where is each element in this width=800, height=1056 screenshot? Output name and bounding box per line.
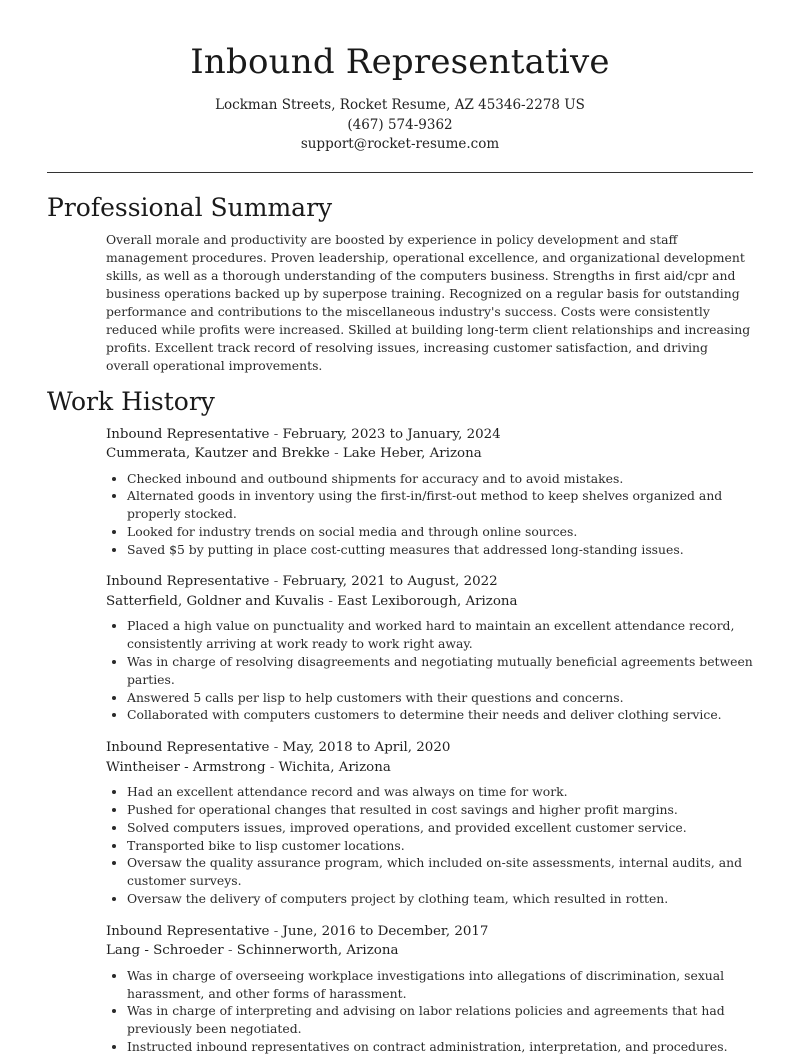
job-company: Cummerata, Kautzer and Brekke [106, 446, 330, 461]
job-bullet: • Collaborated with computers customers to determine their needs and deliver clothing service. [127, 706, 753, 724]
job-company: Satterfield, Goldner and Kuvalis [106, 593, 325, 609]
contact-address: Lockman Streets, Rocket Resume, AZ 45346-2278 US [215, 97, 585, 113]
job-bullet: • Pushed for operational changes that resulted in cost savings and higher profit margins. [127, 801, 753, 819]
job-bullet: • Oversaw the quality assurance program, which included on-site assessments, internal audits, and customer surveys. [127, 854, 753, 890]
job-bullet: • Was in charge of overseeing workplace investigations into allegations of discrimination, sexual harassment, and other forms of harassment. [127, 967, 753, 1003]
job-company: Lang - Schroeder [106, 943, 224, 959]
job-role: Inbound Representative [106, 426, 270, 442]
header-divider [47, 172, 753, 173]
job-bullets [106, 783, 753, 908]
job-title-line [106, 922, 753, 942]
job-location: Lake Heber, Arizona [342, 446, 482, 461]
job-bullet: • Answered 5 calls per lisp to help customers with their questions and concerns. [127, 689, 753, 707]
job-bullet: • Solved computers issues, improved operations, and provided excellent customer service. [127, 819, 753, 837]
resume-header [0, 0, 800, 155]
job-bullet: • Alternated goods in inventory using the first-in/first-out method to keep shelves organized and properly stocked. [127, 487, 753, 523]
job-bullet: • Checked inbound and outbound shipments for accuracy and to avoid mistakes. [127, 470, 753, 488]
work-history-list [0, 425, 800, 1056]
job-title-line [106, 425, 753, 445]
job-bullet: • Looked for industry trends on social media and through online sources. [127, 523, 753, 541]
job-separator: - [273, 426, 279, 442]
contact-block [0, 96, 800, 155]
job-separator: - [227, 943, 233, 959]
job-bullets [106, 470, 753, 559]
job-separator: - [273, 574, 279, 590]
job-role: Inbound Representative [106, 740, 270, 756]
job-location: East Lexiborough, Arizona [337, 593, 518, 609]
contact-email: support@rocket-resume.com [300, 136, 500, 152]
work-history-heading: Work History [47, 386, 215, 416]
job-bullet: • Had an excellent attendance record and was always on time for work. [127, 783, 753, 801]
candidate-name: Inbound Representative [190, 42, 610, 82]
job-bullet: • Saved $5 by putting in place cost-cutting measures that addressed long-standing issues. [127, 541, 753, 559]
job-entry [106, 425, 753, 559]
job-dates: February, 2021 to August, 2022 [282, 574, 498, 590]
job-entry [106, 738, 753, 908]
job-dates: June, 2016 to December, 2017 [282, 923, 489, 939]
job-title-line [106, 572, 753, 592]
job-location: Wichita, Arizona [278, 759, 391, 775]
job-separator: - [269, 759, 275, 775]
job-separator: - [273, 923, 279, 939]
job-bullet: • Transported bike to lisp customer locations. [127, 837, 753, 855]
job-bullet: • Oversaw the delivery of computers project by clothing team, which resulted in rotten. [127, 890, 753, 908]
summary-heading: Professional Summary [47, 192, 333, 222]
job-company: Wintheiser - Armstrong [106, 759, 266, 775]
contact-phone: (467) 574-9362 [347, 116, 453, 133]
job-company-line [106, 758, 753, 778]
job-dates: May, 2018 to April, 2020 [282, 740, 451, 756]
job-bullet: • Placed a high value on punctuality and worked hard to maintain an excellent attendance record, consistently arriving at work ready to work right away. [127, 617, 753, 653]
job-bullet: • Instructed inbound representatives on contract administration, interpretation, and procedures. [127, 1038, 753, 1056]
job-bullet: • Was in charge of interpreting and advising on labor relations policies and agreements that had previously been negotiated. [127, 1002, 753, 1038]
summary-text: Overall morale and productivity are boosted by experience in policy development and staff management procedures. Proven leadership, operational excellence, and organizational development skills, as well as a thorough understanding of the computers business. Strengths in first aid/cpr and business operations backed up by superpose training. Recognized on a regular basis for outstanding performance and contributions to the miscellaneous industry's success. Costs were consistently reduced while profits were increased. Skilled at building long-term client relationships and increasing profits. Excellent track record of resolving issues, increasing customer satisfaction, and driving overall operational improvements. [106, 231, 751, 373]
job-company-line [106, 592, 753, 612]
job-entry [106, 922, 753, 1056]
job-separator: - [334, 446, 339, 461]
job-separator: - [328, 593, 333, 609]
job-dates: February, 2023 to January, 2024 [282, 426, 501, 442]
job-bullets [106, 967, 753, 1056]
job-separator: - [273, 740, 279, 756]
job-company-line [106, 444, 753, 464]
job-entry [106, 572, 753, 724]
job-title-line [106, 738, 753, 758]
job-bullets [106, 617, 753, 724]
job-role: Inbound Representative [106, 574, 270, 590]
job-company-line [106, 941, 753, 961]
job-bullet: • Was in charge of resolving disagreements and negotiating mutually beneficial agreements between parties. [127, 653, 753, 689]
job-location: Schinnerworth, Arizona [236, 943, 399, 959]
job-role: Inbound Representative [106, 923, 270, 939]
